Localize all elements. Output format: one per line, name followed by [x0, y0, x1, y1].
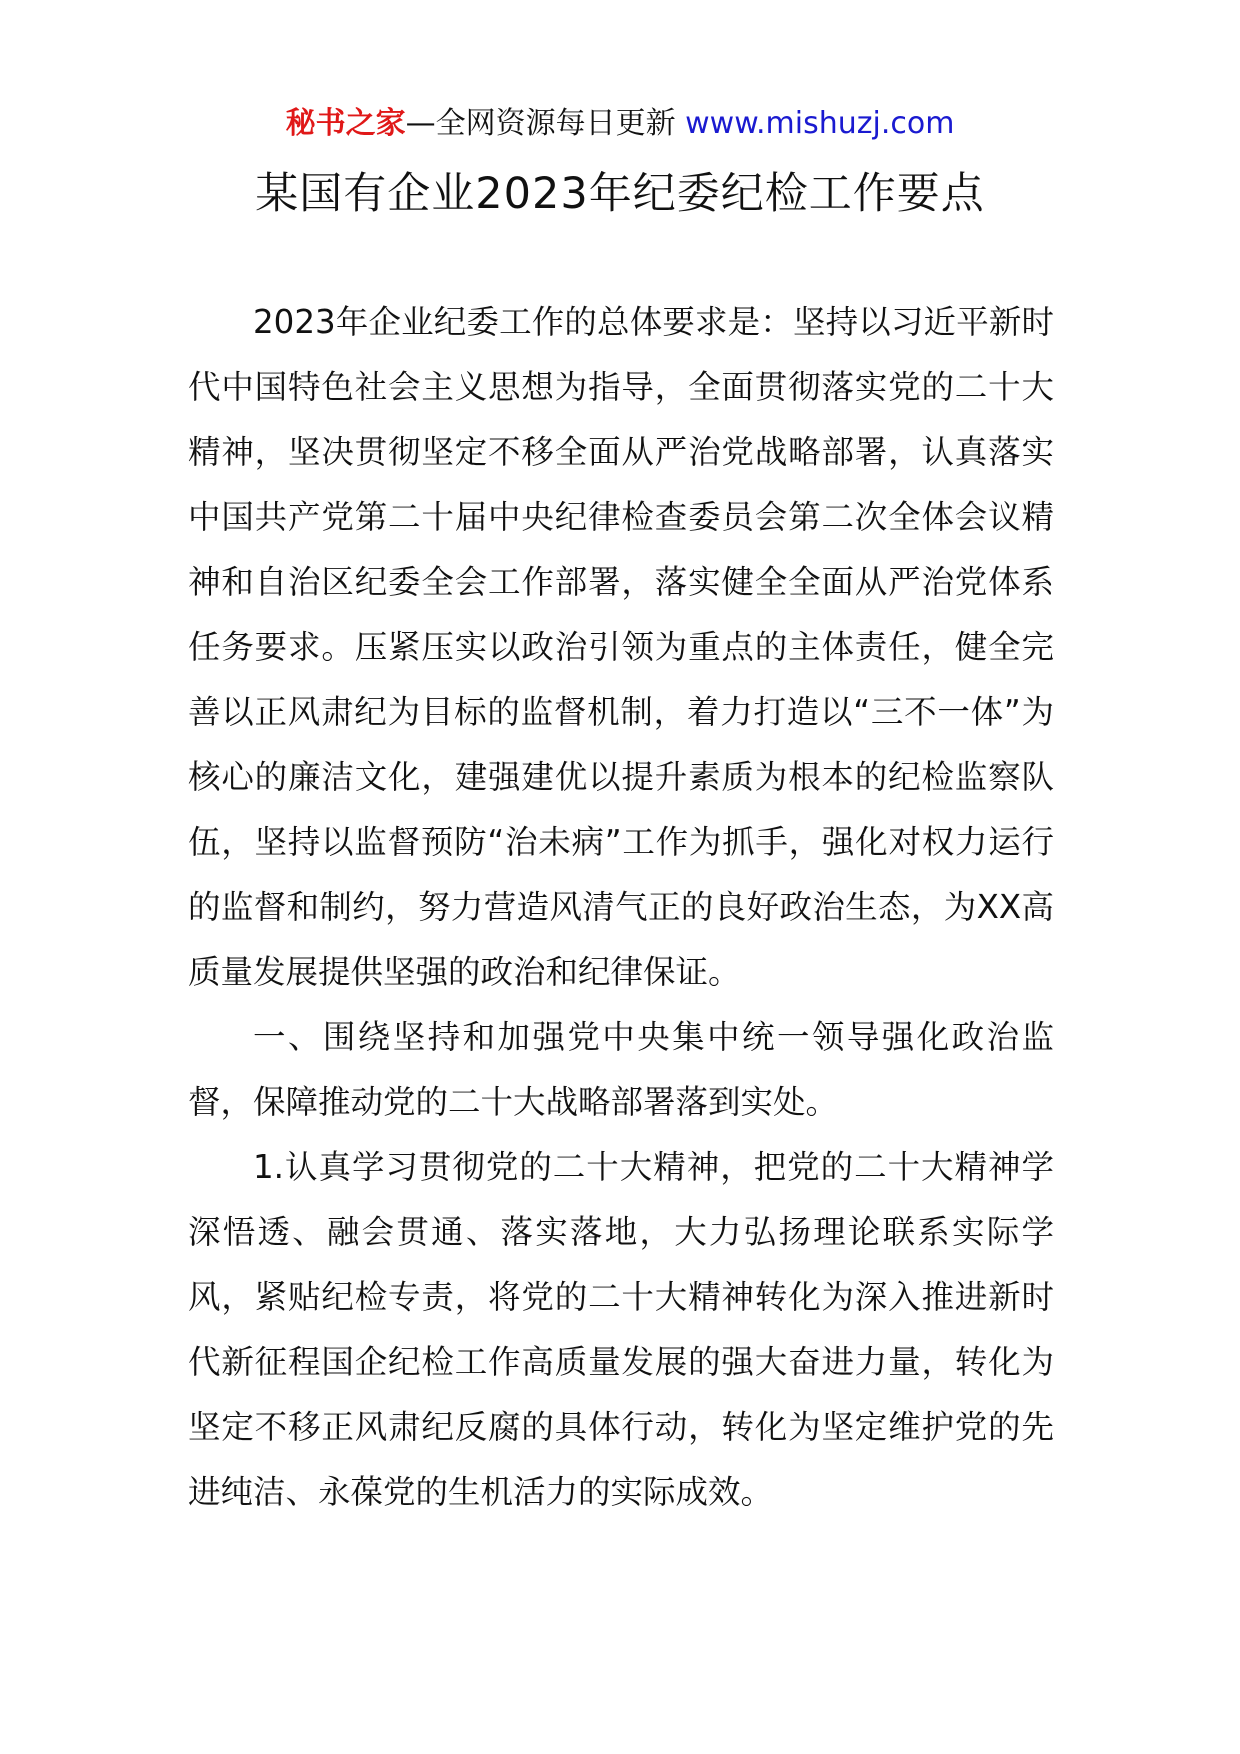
document-body — [188, 290, 1054, 1525]
site-banner — [0, 102, 1240, 146]
paragraph-section-one-heading: 一、围绕坚持和加强党中央集中统一领导强化政治监督，保障推动党的二十大战略部署落到实处。 — [188, 1018, 1054, 1121]
paragraph-item-one: 1.认真学习贯彻党的二十大精神，把党的二十大精神学深悟透、融会贯通、落实落地，大力弘扬理论联系实际学风，紧贴纪检专责，将党的二十大精神转化为深入推进新时代新征程国企纪检工作高质量发展的强大奋进力量，转化为坚定不移正风肃纪反腐的具体行动，转化为坚定维护党的先进纯洁、永葆党的生机活力的实际成效。 — [188, 1148, 1054, 1511]
paragraph-overall-requirements: 2023年企业纪委工作的总体要求是：坚持以习近平新时代中国特色社会主义思想为指导，全面贯彻落实党的二十大精神，坚决贯彻坚定不移全面从严治党战略部署，认真落实中国共产党第二十届中央纪律检查委员会第二次全体会议精神和自治区纪委全会工作部署，落实健全全面从严治党体系任务要求。压紧压实以政治引领为重点的主体责任，健全完善以正风肃纪为目标的监督机制，着力打造以“三不一体”为核心的廉洁文化，建强建优以提升素质为根本的纪检监察队伍，坚持以监督预防“治未病”工作为抓手，强化对权力运行的监督和制约，努力营造风清气正的良好政治生态，为XX高质量发展提供坚强的政治和纪律保证。 — [188, 303, 1054, 991]
banner-slogan: —全网资源每日更新 — [405, 106, 686, 141]
document-title: 某国有企业2023年纪委纪检工作要点 — [255, 169, 985, 219]
brand-name: 秘书之家 — [285, 106, 406, 141]
site-url-link[interactable]: www.mishuzj.com — [685, 106, 955, 141]
